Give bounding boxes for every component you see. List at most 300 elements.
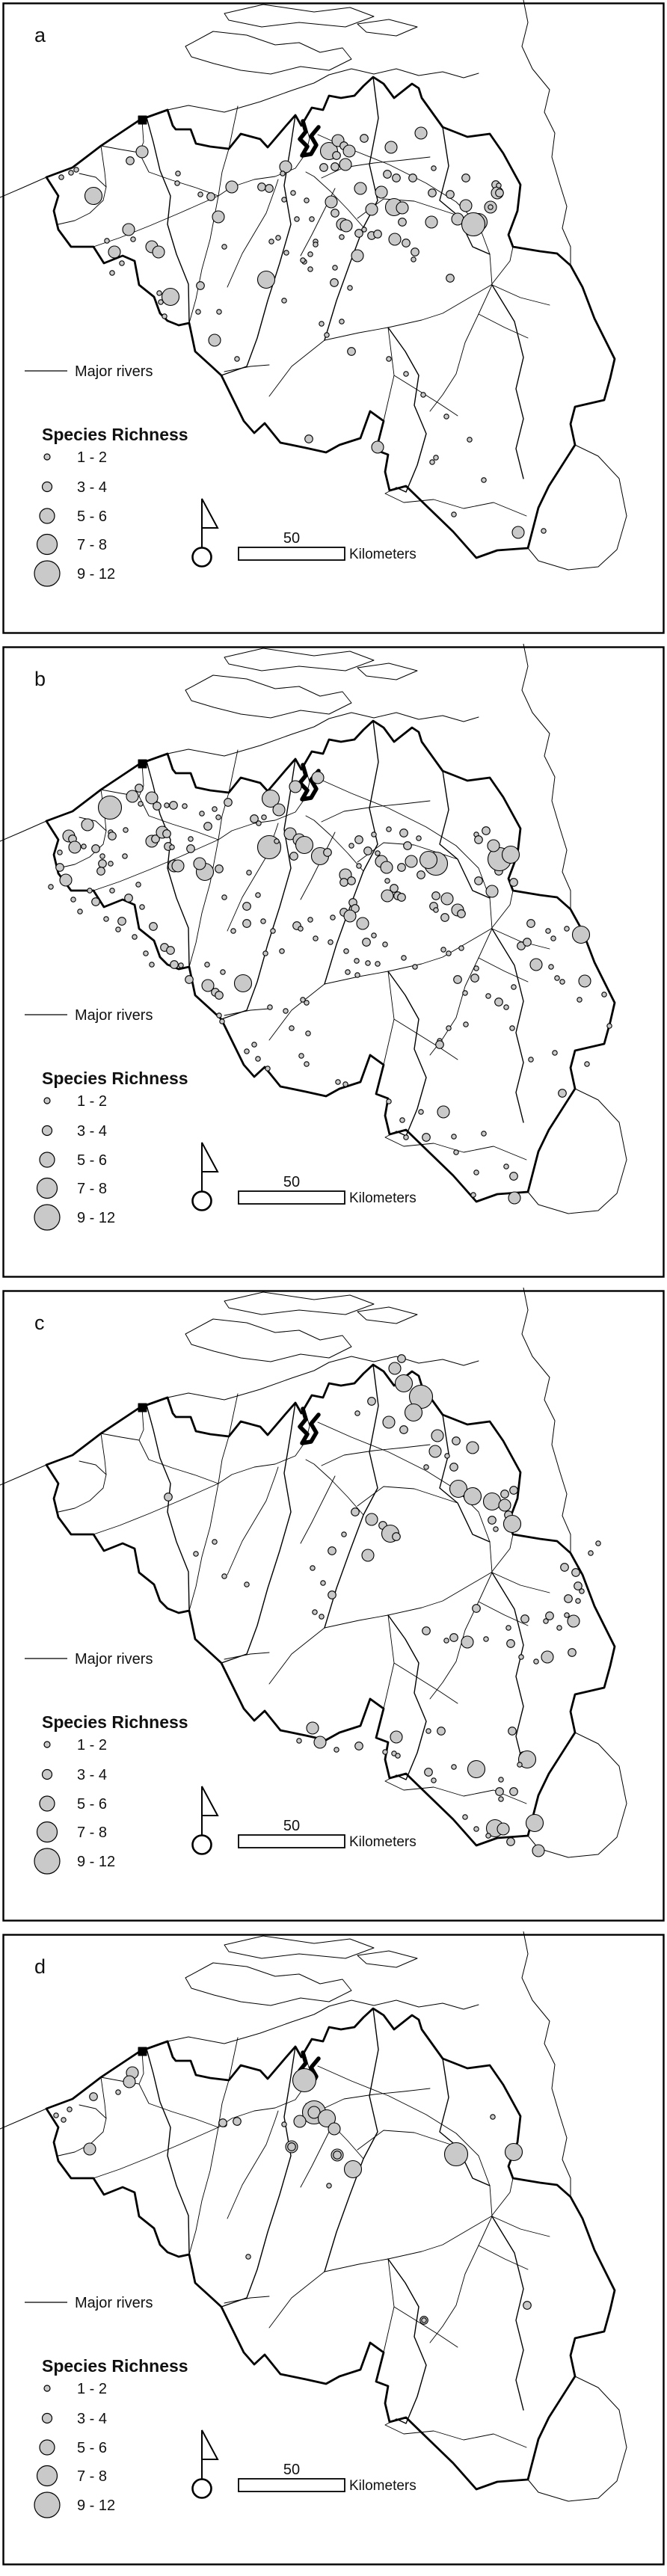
panel-letter: b: [34, 668, 46, 690]
richness-point: [390, 1731, 402, 1743]
richness-point: [507, 1838, 515, 1846]
zeebrugge-square: [138, 1404, 147, 1412]
richness-point: [265, 185, 274, 193]
richness-point: [607, 1024, 612, 1028]
map-canvas-c: [0, 1288, 667, 1931]
richness-point: [383, 942, 387, 947]
richness-point: [298, 926, 303, 931]
richness-point: [389, 1362, 401, 1374]
map-canvas-d: [0, 1931, 667, 2575]
richness-point: [216, 815, 221, 820]
richness-point: [474, 966, 479, 971]
richness-point: [108, 246, 120, 258]
legend-class-swatch: [40, 508, 55, 523]
richness-point: [314, 1736, 326, 1748]
richness-point: [293, 2069, 316, 2092]
richness-point: [510, 1026, 514, 1030]
richness-point: [588, 1551, 593, 1555]
richness-point: [150, 962, 154, 967]
rivers-label: Major rivers: [75, 1651, 153, 1667]
richness-point: [331, 209, 339, 218]
richness-point: [474, 1170, 479, 1175]
panel-b: [0, 644, 667, 1288]
richness-point: [557, 1626, 562, 1630]
richness-point: [274, 839, 279, 843]
richness-point: [334, 1747, 339, 1752]
richness-point: [355, 836, 363, 844]
richness-point: [400, 1426, 408, 1434]
richness-point: [116, 927, 120, 932]
richness-point: [374, 230, 382, 239]
richness-point: [219, 2119, 227, 2127]
richness-point: [204, 823, 212, 831]
legend-class-swatch: [43, 2414, 52, 2423]
richness-point: [325, 196, 337, 208]
legend-class-label: 9 - 12: [77, 1210, 116, 1226]
map-canvas-b: [0, 644, 667, 1288]
richness-point: [507, 1640, 515, 1648]
legend-class-swatch: [37, 1178, 58, 1199]
richness-point: [157, 291, 162, 295]
richness-point: [60, 874, 72, 886]
richness-point: [261, 919, 265, 923]
richness-point: [324, 849, 332, 857]
richness-point: [508, 1192, 520, 1204]
richness-point: [387, 827, 391, 831]
richness-point: [499, 1777, 503, 1782]
richness-point: [82, 844, 86, 849]
richness-point: [357, 917, 369, 929]
richness-point: [486, 994, 491, 998]
richness-point: [320, 164, 328, 172]
richness-point: [549, 965, 553, 969]
richness-point: [90, 2093, 98, 2101]
richness-point: [105, 239, 109, 243]
richness-point: [532, 1845, 544, 1857]
scale-unit: Kilometers: [349, 2478, 417, 2494]
richness-point: [235, 357, 239, 361]
richness-point: [362, 227, 366, 232]
richness-point: [87, 888, 92, 893]
richness-point: [506, 1626, 511, 1630]
richness-point: [444, 414, 449, 419]
legend-class-swatch: [34, 1848, 60, 1874]
richness-point: [454, 1150, 458, 1155]
richness-point: [339, 159, 351, 170]
richness-point: [488, 840, 500, 852]
richness-point: [409, 174, 417, 182]
rivers-label: Major rivers: [75, 1007, 153, 1024]
richness-point: [331, 915, 335, 920]
richness-point: [282, 298, 286, 303]
richness-point: [411, 257, 416, 262]
richness-point-inner: [488, 205, 493, 209]
richness-point: [182, 804, 187, 808]
richness-point: [282, 2122, 286, 2127]
richness-point: [402, 239, 411, 248]
richness-point: [366, 203, 378, 215]
richness-point: [565, 926, 569, 931]
richness-point: [452, 1765, 456, 1769]
richness-point: [385, 879, 390, 883]
richness-point: [445, 2143, 468, 2166]
richness-point: [511, 985, 516, 989]
richness-point: [69, 841, 81, 853]
richness-point: [344, 949, 348, 953]
richness-point: [246, 2254, 250, 2259]
richness-point: [197, 282, 205, 290]
scale-unit: Kilometers: [349, 547, 417, 562]
richness-point: [576, 1599, 580, 1603]
richness-point: [49, 885, 53, 889]
richness-point: [304, 1062, 309, 1066]
richness-point: [67, 2107, 72, 2112]
richness-point: [165, 1493, 173, 1501]
richness-point: [398, 864, 406, 872]
richness-point: [163, 830, 171, 838]
richness-point: [170, 845, 174, 849]
richness-point: [313, 242, 318, 247]
richness-point: [431, 1778, 436, 1783]
legend-class-label: 9 - 12: [77, 1854, 116, 1870]
richness-point: [467, 1442, 479, 1454]
richness-point: [176, 171, 180, 176]
richness-point: [399, 218, 407, 227]
richness-point: [294, 2115, 306, 2127]
richness-point: [568, 1649, 577, 1657]
richness-point: [499, 1499, 511, 1511]
richness-point: [252, 1042, 256, 1047]
richness-point: [384, 170, 392, 179]
richness-point: [415, 127, 427, 139]
legend-class-swatch: [43, 1126, 52, 1136]
richness-point: [99, 796, 122, 820]
richness-point: [499, 1797, 503, 1801]
richness-point: [441, 914, 449, 922]
richness-point: [159, 300, 163, 304]
richness-point: [282, 197, 286, 202]
richness-point: [375, 851, 380, 855]
richness-point: [452, 1134, 456, 1139]
richness-point: [551, 936, 556, 941]
richness-point: [434, 908, 438, 912]
richness-point: [496, 1788, 504, 1796]
richness-point: [431, 166, 436, 170]
richness-point: [387, 1099, 391, 1104]
richness-point: [482, 1131, 486, 1136]
richness-point: [310, 217, 314, 221]
legend-class-label: 3 - 4: [77, 1767, 108, 1783]
scale-unit: Kilometers: [349, 1834, 417, 1850]
richness-point: [135, 784, 144, 793]
richness-point: [462, 213, 485, 236]
richness-point: [220, 1019, 224, 1024]
richness-point: [284, 250, 289, 255]
rivers-label: Major rivers: [75, 2295, 153, 2311]
richness-point: [426, 1729, 431, 1733]
richness-point: [224, 799, 233, 807]
richness-point-inner: [334, 2151, 342, 2160]
richness-point: [304, 198, 309, 203]
legend-class-label: 5 - 6: [77, 1796, 108, 1813]
legend-class-swatch: [37, 2466, 58, 2486]
richness-point: [116, 2090, 120, 2094]
richness-point: [339, 319, 344, 324]
richness-point: [256, 1057, 260, 1061]
richness-point: [446, 951, 451, 956]
richness-point: [508, 1727, 517, 1736]
richness-point: [434, 455, 438, 460]
richness-point: [559, 1089, 567, 1098]
richness-point: [82, 819, 93, 831]
legend-class-label: 5 - 6: [77, 2440, 108, 2456]
legend-class-label: 3 - 4: [77, 2411, 108, 2427]
richness-point: [269, 239, 274, 244]
richness-point: [504, 1005, 508, 1009]
legend-class-label: 7 - 8: [77, 2468, 108, 2485]
richness-point: [425, 216, 437, 228]
richness-point: [276, 236, 280, 240]
richness-point: [526, 1815, 544, 1832]
richness-point: [482, 478, 486, 482]
legend-class-swatch: [37, 535, 58, 555]
richness-point: [291, 191, 295, 195]
richness-point: [527, 920, 535, 928]
richness-point: [445, 1454, 449, 1458]
richness-point: [452, 512, 456, 517]
legend-class-label: 3 - 4: [77, 1123, 108, 1140]
richness-point: [310, 1566, 315, 1570]
legend-class-swatch: [37, 1822, 58, 1842]
richness-point: [222, 245, 227, 249]
richness-point: [170, 802, 178, 810]
richness-point: [454, 976, 462, 984]
richness-point: [444, 1638, 449, 1643]
legend-class-label: 1 - 2: [77, 1093, 108, 1110]
richness-point: [348, 877, 356, 885]
richness-point: [428, 189, 437, 197]
richness-point: [572, 1569, 580, 1577]
richness-point: [339, 235, 344, 239]
legend-class-label: 5 - 6: [77, 508, 108, 525]
richness-point: [343, 1082, 348, 1086]
legend-class-swatch: [40, 2440, 55, 2455]
richness-point: [459, 946, 464, 950]
north-arrow-base: [193, 1836, 212, 1854]
richness-point: [467, 437, 472, 442]
richness-point: [398, 1355, 406, 1363]
richness-point: [71, 897, 76, 902]
zeebrugge-square: [138, 2047, 147, 2056]
richness-point: [555, 976, 559, 980]
richness-point: [441, 947, 446, 952]
richness-point: [295, 217, 299, 221]
richness-point: [372, 933, 376, 938]
richness-point: [541, 529, 546, 533]
legend-class-label: 7 - 8: [77, 537, 108, 553]
richness-point: [474, 1827, 479, 1831]
richness-point: [328, 1591, 336, 1599]
richness-point: [437, 1106, 449, 1118]
richness-point: [289, 1026, 294, 1030]
richness-point: [258, 271, 275, 289]
richness-point: [150, 923, 158, 931]
richness-point: [110, 271, 114, 275]
richness-point: [306, 1031, 310, 1036]
richness-point: [471, 1193, 476, 1197]
richness-point: [521, 1615, 529, 1623]
richness-point: [510, 879, 518, 887]
richness-point: [425, 1768, 433, 1777]
richness-point: [450, 1463, 458, 1472]
richness-point: [462, 174, 470, 182]
scale-distance: 50: [283, 2462, 301, 2478]
richness-point: [256, 893, 260, 897]
richness-point: [120, 261, 124, 265]
richness-point: [510, 1487, 518, 1495]
scale-distance: 50: [283, 1174, 301, 1190]
richness-point: [263, 951, 268, 956]
richness-point-inner: [288, 2143, 296, 2151]
richness-point: [331, 279, 339, 287]
richness-point: [187, 845, 195, 853]
richness-point: [305, 435, 313, 443]
richness-point: [417, 871, 425, 879]
richness-point: [319, 322, 324, 326]
richness-point: [126, 157, 135, 165]
richness-point: [78, 909, 82, 914]
richness-point: [343, 145, 355, 157]
richness-point: [345, 970, 350, 974]
richness-point: [458, 910, 466, 918]
richness-point: [108, 861, 113, 866]
richness-point: [579, 975, 591, 987]
richness-point: [355, 973, 360, 977]
richness-point: [422, 1627, 431, 1635]
panel-letter: d: [34, 1955, 46, 1978]
richness-point: [355, 1411, 360, 1415]
panel-a: [0, 0, 667, 644]
richness-point: [194, 858, 206, 870]
richness-point: [333, 152, 341, 160]
richness-point: [417, 836, 421, 840]
richness-point: [212, 807, 217, 811]
richness-point: [400, 1118, 405, 1122]
richness-point: [327, 2183, 331, 2188]
richness-point: [215, 992, 224, 1000]
richness-point: [419, 1110, 423, 1114]
richness-point: [297, 1739, 301, 1743]
legend-class-swatch: [44, 1098, 50, 1104]
richness-point: [342, 1532, 346, 1537]
scale-bar: [239, 547, 345, 560]
richness-point: [446, 1026, 451, 1030]
richness-point: [333, 265, 337, 270]
richness-point: [383, 1750, 387, 1754]
legend-class-label: 9 - 12: [77, 566, 116, 582]
richness-point: [110, 888, 114, 893]
richness-point: [209, 334, 221, 346]
richness-point: [364, 847, 372, 855]
richness-point: [231, 929, 236, 933]
richness-point: [247, 870, 251, 875]
richness-point: [517, 1762, 522, 1767]
richness-point: [273, 804, 285, 816]
richness-point: [138, 802, 143, 806]
richness-point: [226, 181, 238, 193]
richness-point: [188, 837, 193, 841]
richness-point: [217, 1013, 221, 1018]
richness-point: [165, 803, 169, 808]
legend-class-swatch: [44, 1742, 50, 1747]
richness-point: [345, 2161, 362, 2178]
richness-point: [497, 1823, 509, 1835]
richness-point: [501, 1490, 509, 1498]
richness-point: [123, 854, 127, 858]
richness-point: [172, 860, 184, 872]
richness-point: [387, 357, 391, 361]
richness-point: [283, 1009, 288, 1013]
richness-point: [351, 250, 363, 262]
richness-point: [200, 811, 204, 816]
richness-point: [123, 2076, 135, 2088]
richness-point: [144, 951, 148, 956]
richness-point: [497, 183, 501, 188]
scale-bar: [239, 1835, 345, 1848]
richness-point: [372, 832, 376, 837]
north-arrow-base: [193, 2480, 212, 2498]
richness-point: [436, 1041, 444, 1049]
richness-point: [393, 1533, 401, 1541]
richness-point: [432, 892, 440, 900]
legend-class-swatch: [40, 1152, 55, 1167]
richness-point: [355, 1742, 363, 1750]
legend-class-label: 7 - 8: [77, 1825, 108, 1841]
legend-class-label: 3 - 4: [77, 479, 108, 496]
richness-point: [488, 1516, 497, 1525]
richness-point: [336, 1080, 340, 1084]
richness-point: [504, 1164, 508, 1169]
richness-point: [245, 1582, 249, 1587]
richness-point: [222, 1574, 227, 1579]
richness-point: [233, 2118, 242, 2126]
richness-point: [363, 938, 371, 947]
legend-class-swatch: [44, 2385, 50, 2391]
legend-class-swatch: [40, 1796, 55, 1811]
panel-letter: a: [34, 24, 46, 46]
richness-point: [153, 246, 165, 258]
richness-point: [510, 1172, 518, 1181]
richness-point: [167, 947, 175, 955]
richness-point: [319, 1614, 324, 1619]
richness-point: [519, 1655, 523, 1659]
richness-point: [452, 1437, 461, 1445]
richness-point: [389, 233, 401, 245]
legend-class-swatch: [43, 482, 52, 492]
richness-point: [175, 181, 179, 185]
zeebrugge-square: [138, 116, 147, 124]
richness-point: [360, 135, 369, 143]
richness-point: [243, 903, 251, 911]
richness-point: [132, 935, 137, 939]
richness-point: [61, 2118, 66, 2122]
richness-point: [162, 314, 167, 319]
richness-point: [404, 842, 412, 850]
richness-point: [502, 846, 520, 864]
north-arrow-base: [193, 548, 212, 567]
richness-point: [383, 1416, 395, 1428]
richness-point: [54, 2113, 58, 2118]
